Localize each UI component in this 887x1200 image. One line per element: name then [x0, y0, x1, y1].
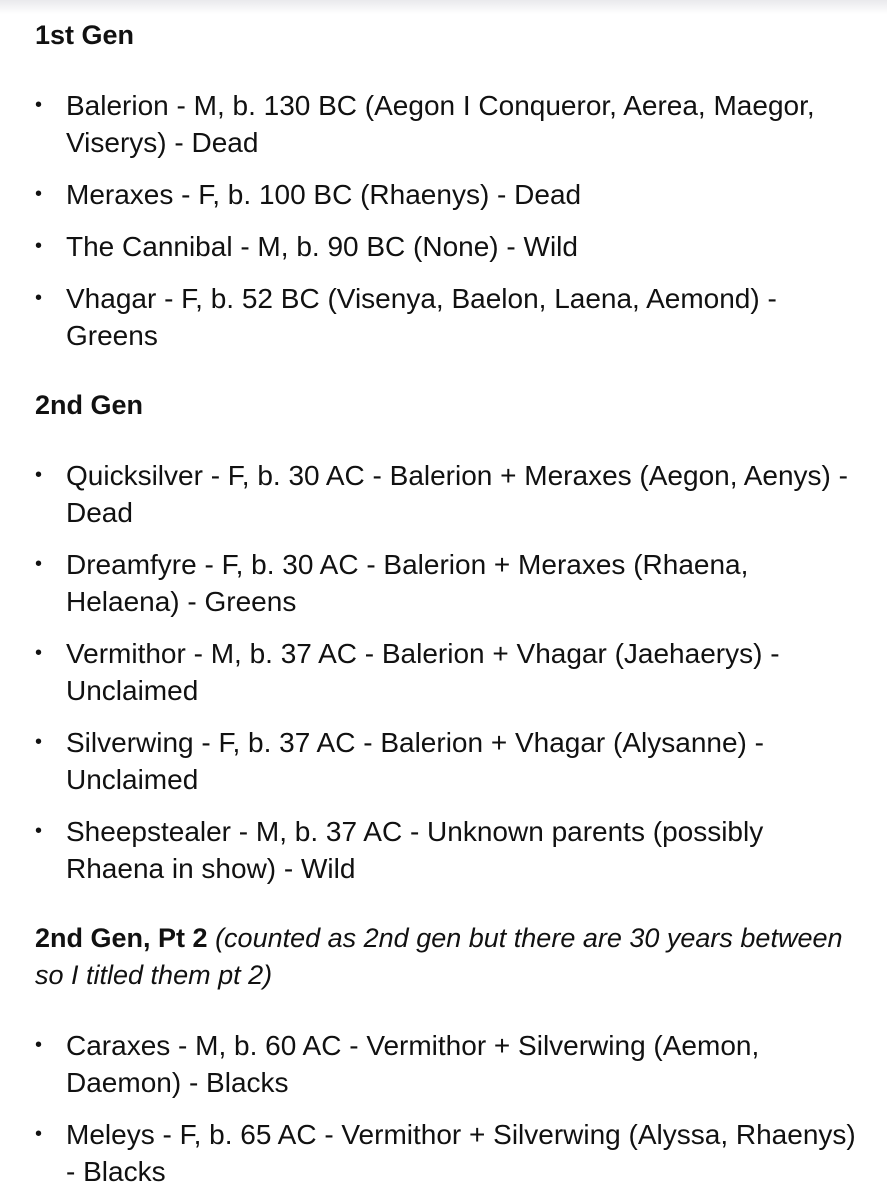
dragon-list-2nd-gen-pt-2 — [35, 1027, 865, 1190]
section-note: (counted as 2nd gen but there are 30 years between so I titled them pt 2) — [35, 923, 843, 990]
list-item-text: Dreamfyre - F, b. 30 AC - Balerion + Meraxes (Rhaena, Helaena) - Greens — [66, 549, 749, 617]
list-item — [35, 228, 865, 265]
list-item-text: Silverwing - F, b. 37 AC - Balerion + Vhagar (Alysanne) - Unclaimed — [66, 727, 764, 795]
section-heading-2nd-gen-pt-2 — [35, 920, 865, 994]
bullet-icon: • — [35, 731, 43, 753]
list-item-text: Meraxes - F, b. 100 BC (Rhaenys) - Dead — [66, 179, 582, 210]
bullet-icon: • — [35, 287, 43, 309]
list-item — [35, 457, 865, 531]
bullet-icon: • — [35, 235, 43, 257]
top-edge-shadow — [0, 0, 887, 14]
list-item-text: Sheepstealer - M, b. 37 AC - Unknown parents (possibly Rhaena in show) - Wild — [66, 816, 764, 884]
list-item-text: Balerion - M, b. 130 BC (Aegon I Conqueror, Aerea, Maegor, Viserys) - Dead — [66, 90, 815, 158]
section-title: 1st Gen — [35, 20, 135, 50]
bullet-icon: • — [35, 553, 43, 575]
list-item — [35, 1116, 865, 1190]
document-body — [35, 14, 865, 1190]
section-heading-2nd-gen — [35, 387, 865, 424]
list-item — [35, 635, 865, 709]
section-title: 2nd Gen — [35, 390, 144, 420]
list-item — [35, 813, 865, 887]
bullet-icon: • — [35, 183, 43, 205]
bullet-icon: • — [35, 1034, 43, 1056]
list-item — [35, 546, 865, 620]
list-item-text: Vhagar - F, b. 52 BC (Visenya, Baelon, Laena, Aemond) - Greens — [66, 283, 777, 351]
bullet-icon: • — [35, 820, 43, 842]
bullet-icon: • — [35, 464, 43, 486]
bullet-icon: • — [35, 642, 43, 664]
list-item-text: Caraxes - M, b. 60 AC - Vermithor + Silverwing (Aemon, Daemon) - Blacks — [66, 1030, 760, 1098]
dragon-list-2nd-gen — [35, 457, 865, 887]
list-item — [35, 87, 865, 161]
section-heading-1st-gen — [35, 17, 865, 54]
list-item — [35, 280, 865, 354]
bullet-icon: • — [35, 94, 43, 116]
list-item — [35, 1027, 865, 1101]
list-item-text: Meleys - F, b. 65 AC - Vermithor + Silverwing (Alyssa, Rhaenys) - Blacks — [66, 1119, 856, 1187]
list-item — [35, 724, 865, 798]
list-item-text: Quicksilver - F, b. 30 AC - Balerion + Meraxes (Aegon, Aenys) - Dead — [66, 460, 848, 528]
section-title: 2nd Gen, Pt 2 — [35, 923, 208, 953]
list-item-text: The Cannibal - M, b. 90 BC (None) - Wild — [66, 231, 578, 262]
bullet-icon: • — [35, 1123, 43, 1145]
list-item-text: Vermithor - M, b. 37 AC - Balerion + Vhagar (Jaehaerys) - Unclaimed — [66, 638, 780, 706]
dragon-list-1st-gen — [35, 87, 865, 354]
list-item — [35, 176, 865, 213]
